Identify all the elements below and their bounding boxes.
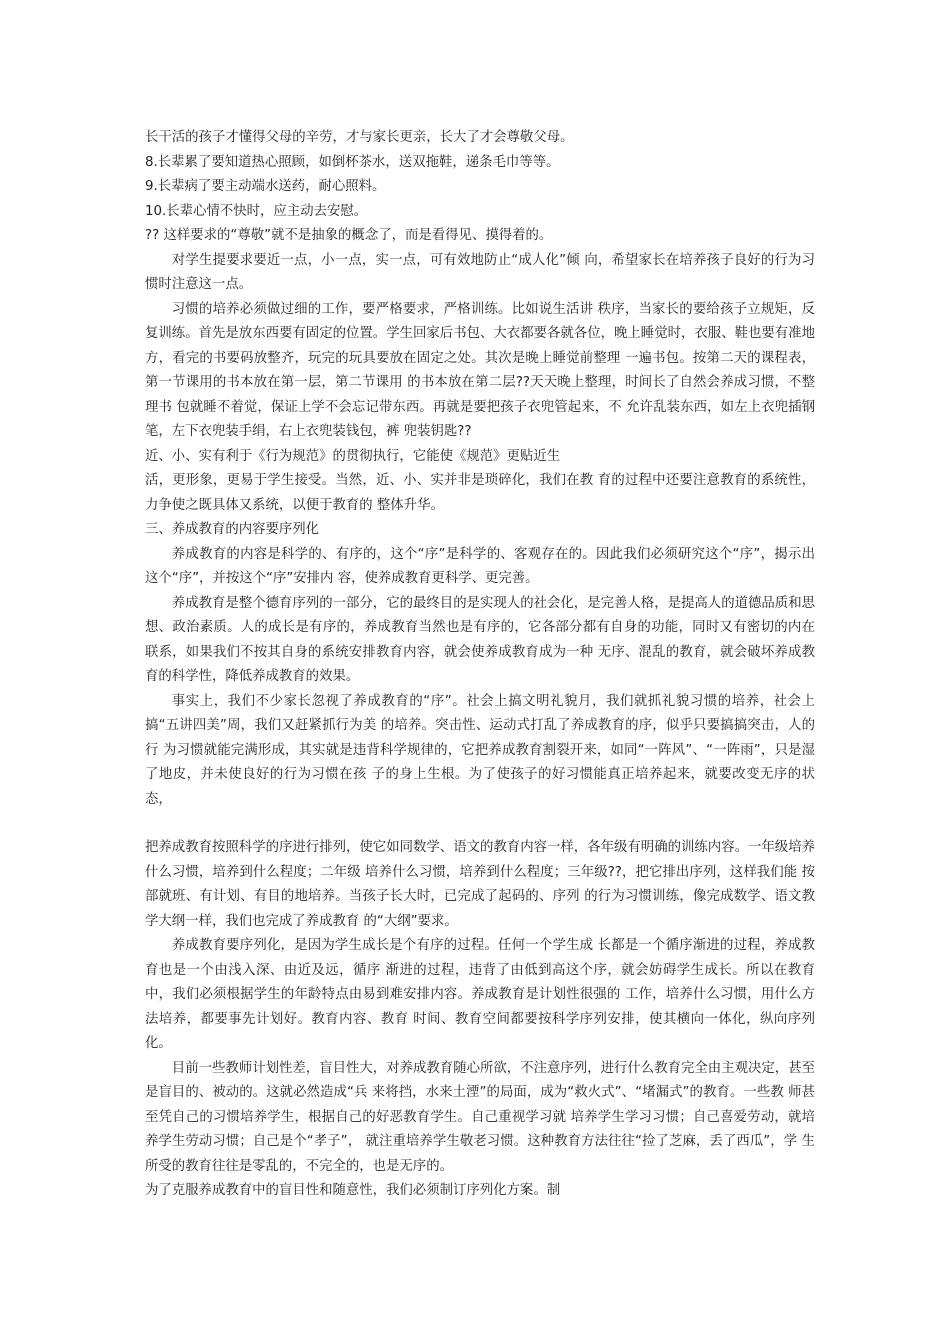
paragraph: 9.长辈病了要主动端水送药，耐心照料。 [145, 179, 386, 194]
paragraph: 养成教育的内容是科学的、有序的，这个“序”是科学的、客观存在的。因此我们必须研究这个“序”，揭示出这个“序”，并按这个“序”安排内 容，使养成教育更科学、更完善。 [145, 546, 815, 586]
paragraph: 长干活的孩子才懂得父母的辛劳，才与家长更亲，长大了才会尊敬父母。 [145, 130, 574, 145]
paragraph: 活，更形象，更易于学生接受。当然，近、小、实并非是琐碎化，我们在教 育的过程中还要注意教育的系统性，力争使之既具体又系统，以便于教育的 整体升华。 [145, 473, 815, 513]
text-section-1 [145, 126, 815, 812]
paragraph: 把养成教育按照科学的序进行排列，使它如同数学、语文的教育内容一样，各年级有明确的训练内容。一年级培养什么习惯，培养到什么程度；二年级 培养什么习惯，培养到什么程度；三年级??，把它排出序列，这样我们能 按部就班、有计划、有目的地培养。当孩子长大时，已完成了起码的、序列 的行为习惯训练，像完成数学、语文教学大纲一样，我们也完成了养成教育 的“大纲”要求。 [145, 840, 815, 929]
paragraph: 养成教育要序列化，是因为学生成长是个有序的过程。任何一个学生成 长都是一个循序渐进的过程，养成教育也是一个由浅入深、由近及远，循序 渐进的过程，违背了由低到高这个序，就会妨碍学生成长。所以在教育中，我们必须根据学生的年龄特点由易到难安排内容。养成教育是计划性很强的 工作，培养什么习惯，用什么方法培养，都要事先计划好。教育内容、教育 时间、教育空间都要按科学序列安排，使其横向一体化，纵向序列化。 [145, 938, 815, 1051]
paragraph: ?? 这样要求的“尊敬”就不是抽象的概念了，而是看得见、摸得着的。 [145, 228, 553, 243]
paragraph: 对学生提要求要近一点，小一点，实一点，可有效地防止“成人化”倾 向，希望家长在培养孩子良好的行为习惯时注意这一点。 [145, 252, 815, 292]
paragraph: 为了克服养成教育中的盲目性和随意性，我们必须制订序列化方案。制 [145, 1183, 561, 1198]
paragraph: 10.长辈心情不快时，应主动去安慰。 [145, 203, 368, 219]
paragraph: 养成教育是整个德育序列的一部分，它的最终目的是实现人的社会化，是完善人格，是提高人的道德品质和思想、政治素质。人的成长是有序的，养成教育当然也是有序的，它各部分都有自身的功能，同时又有密切的内在 联系，如果我们不按其自身的系统安排教育内容，就会使养成教育成为一种 无序、混乱的教育，就会破坏养成教育的科学性，降低养成教育的效果。 [145, 595, 815, 684]
paragraph: 8.长辈累了要知道热心照顾，如倒杯茶水，送双拖鞋，递条毛巾等等。 [145, 154, 560, 170]
paragraph: 近、小、实有利于《行为规范》的贯彻执行，它能使《规范》更贴近生 [145, 448, 561, 464]
paragraph: 习惯的培养必须做过细的工作，要严格要求，严格训练。比如说生活讲 秩序，当家长的要给孩子立规矩，反复训练。首先是放东西要有固定的位置。学生回家后书包、大衣都要各就各位，晚上睡觉时，衣服、鞋也要有准地方，看完的书要码放整齐，玩完的玩具要放在固定之处。其次是晚上睡觉前整理 一遍书包。按第二天的课程表，第一节课用的书本放在第一层，第二节课用 的书本放在第二层??天天晚上整理，时间长了自然会养成习惯，不整理书 包就睡不着觉，保证上学不会忘记带东西。再就是要把孩子衣兜管起来，不 允许乱装东西，如左上衣兜插钢笔，左下衣兜装手绢，右上衣兜装钱包，裤 兜装钥匙?? [145, 301, 815, 439]
document-page [145, 126, 815, 1204]
paragraph: 事实上，我们不少家长忽视了养成教育的“序”。社会上搞文明礼貌月，我们就抓礼貌习惯的培养，社会上搞“五讲四美”周，我们又赶紧抓行为美 的培养。突击性、运动式打乱了养成教育的序，似乎只要搞搞突击，人的行 为习惯就能完满形成，其实就是违背科学规律的，它把养成教育割裂开来，如同“一阵风”、“一阵雨”，只是湿了地皮，并未使良好的行为习惯在孩 子的身上生根。为了使孩子的好习惯能真正培养起来，就要改变无序的状态， [145, 693, 815, 807]
section-gap [145, 812, 815, 836]
text-section-2 [145, 836, 815, 1204]
paragraph: 目前一些教师计划性差，盲目性大，对养成教育随心所欲，不注意序列，进行什么教育完全由主观决定，甚至是盲目的、被动的。这就必然造成“兵 来将挡，水来土湮”的局面，成为“救火式”、“堵漏式”的教育。一些教 师甚至凭自己的习惯培养学生，根据自己的好恶教育学生。自己重视学习就 培养学生学习习惯；自己喜爱劳动，就培养学生劳动习惯；自己是个“孝子”， 就注重培养学生敬老习惯。这种教育方法往往“捡了芝麻，丢了西瓜”，学 生所受的教育往往是零乱的，不完全的，也是无序的。 [145, 1060, 815, 1174]
paragraph: 三、养成教育的内容要序列化 [145, 522, 320, 537]
